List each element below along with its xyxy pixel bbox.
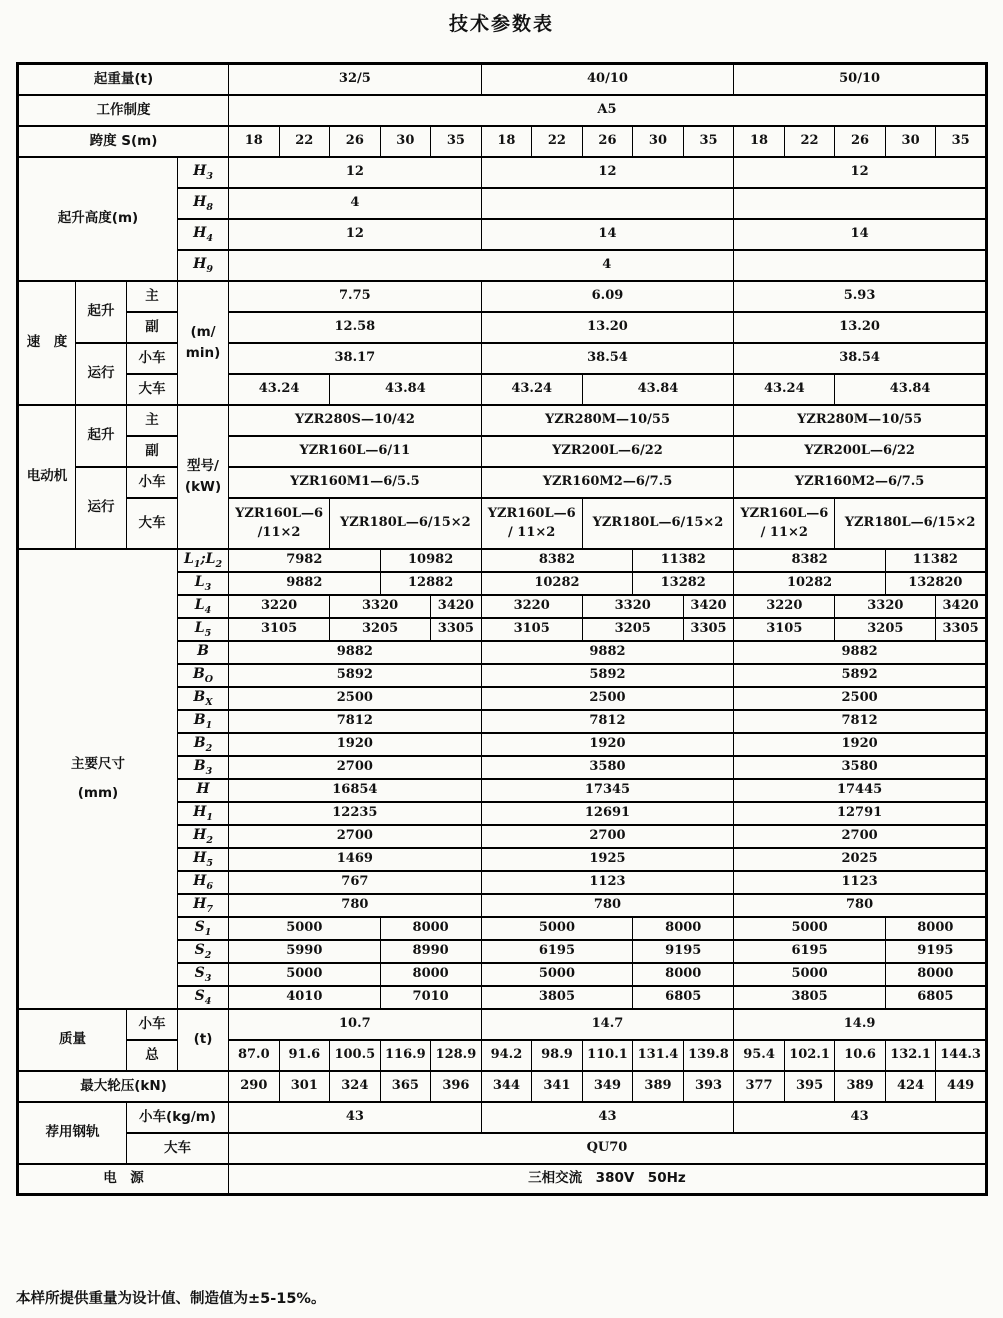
wheel-pressure-value: 324 [330,1071,381,1102]
table-row [18,1102,987,1133]
total-mass-value: 91.6 [279,1040,330,1071]
crane-motor-line: / 11×2 [508,525,556,540]
mass-unit: (t) [178,1009,229,1071]
wheel-pressure-value: 424 [885,1071,936,1102]
aux-hoist-motor-value: YZR200L—6/22 [734,436,987,467]
trolley-label: 小车 [127,467,178,498]
dimension-value: 10282 [734,572,886,595]
dimension-value: 9195 [633,940,734,963]
spec-table [16,62,988,1196]
aux-hoist-motor-value: YZR200L—6/22 [481,436,734,467]
dimension-value: 11382 [633,549,734,572]
table-row [18,1133,987,1164]
crane-motor-line: YZR160L—6 [487,505,576,521]
lifting-height-value: 14 [481,219,734,250]
dimension-value: 7812 [229,710,482,733]
crane-motor-value: YZR180L—6/15×2 [330,498,482,549]
dimension-value: 6195 [481,940,633,963]
dimension-value: 5000 [481,963,633,986]
crane-label: 大车 [127,374,178,405]
dimension-value: 3105 [229,618,330,641]
dimension-value: 8000 [380,917,481,940]
dimension-value: 6805 [633,986,734,1009]
table-row [18,1071,987,1102]
dimension-value: 7982 [229,549,381,572]
dimension-symbol: H [178,779,229,802]
trolley-speed-value: 38.54 [481,343,734,374]
travel-label: 运行 [76,467,127,549]
dimension-value: 17445 [734,779,987,802]
dimension-value: 10982 [380,549,481,572]
lifting-height-value [734,188,987,219]
row-symbol: $H_4$ [178,219,229,250]
total-mass-value: 94.2 [481,1040,532,1071]
dimension-symbol: $L_1;L_2$ [178,549,229,572]
wheel-pressure-value: 301 [279,1071,330,1102]
crane-speed-value: 43.24 [481,374,582,405]
dimension-value: 1925 [481,848,734,871]
dimension-value: 9882 [229,641,482,664]
dimension-value: 3220 [229,595,330,618]
span-value: 30 [380,126,431,157]
wheel-pressure-value: 389 [633,1071,684,1102]
wheel-pressure-value: 341 [532,1071,583,1102]
dimension-symbol: $S_2$ [178,940,229,963]
dimension-symbol: $H_1$ [178,802,229,825]
trolley-mass-label: 小车 [127,1009,178,1040]
dimension-symbol: $B_2$ [178,733,229,756]
dimension-value: 1920 [229,733,482,756]
wheel-pressure-value: 290 [229,1071,280,1102]
dimension-value: 3105 [481,618,582,641]
table-row [18,405,987,436]
table-row [18,281,987,312]
trolley-rail-value: 43 [481,1102,734,1133]
table-row [18,1009,987,1040]
dimension-value: 5000 [734,963,886,986]
table-row [18,1040,987,1071]
dimension-symbol: B [178,641,229,664]
table-row [18,498,987,549]
rail-label: 荐用钢轨 [18,1102,127,1164]
page-title: 技术参数表 [448,13,554,35]
dimension-value: 3420 [683,595,734,618]
dimension-value: 2700 [734,825,987,848]
dimension-value: 8000 [633,963,734,986]
dimension-value: 9195 [885,940,986,963]
dimension-value: 3420 [431,595,482,618]
trolley-motor-value: YZR160M2—6/7.5 [481,467,734,498]
table-row [18,1164,987,1195]
total-mass-value: 10.6 [835,1040,886,1071]
dimension-value: 8000 [885,963,986,986]
capacity-value: 32/5 [229,64,482,95]
crane-motor-value [734,498,835,549]
wheel-pressure-value: 365 [380,1071,431,1102]
dimensions-label-line: 主要尺寸 [71,755,125,772]
motor-section-label: 电动机 [18,405,76,549]
dimension-value: 3580 [481,756,734,779]
trolley-rail-value: 43 [229,1102,482,1133]
main-hoist-speed-value: 5.93 [734,281,987,312]
crane-motor-value [229,498,330,549]
main-hoist-speed-value: 6.09 [481,281,734,312]
span-value: 30 [885,126,936,157]
total-mass-value: 87.0 [229,1040,280,1071]
dimension-symbol: $H_6$ [178,871,229,894]
table-row [18,95,987,126]
dimension-value: 9882 [734,641,987,664]
dimension-value: 2700 [229,756,482,779]
trolley-rail-value: 43 [734,1102,987,1133]
trolley-rail-label: 小车(kg/m) [127,1102,229,1133]
span-value: 18 [734,126,785,157]
dimension-value: 5000 [481,917,633,940]
span-value: 22 [532,126,583,157]
dimension-symbol: $L_5$ [178,618,229,641]
dimension-value: 5892 [734,664,987,687]
trolley-label: 小车 [127,343,178,374]
hoist-label: 起升 [76,281,127,343]
span-value: 35 [683,126,734,157]
table-row [18,436,987,467]
trolley-mass-value: 10.7 [229,1009,482,1040]
dimension-value: 8000 [380,963,481,986]
wheel-pressure-value: 396 [431,1071,482,1102]
dimension-symbol: $S_1$ [178,917,229,940]
wheel-pressure-value: 393 [683,1071,734,1102]
dimension-value: 7812 [734,710,987,733]
dimension-value: 13282 [633,572,734,595]
wheel-pressure-value: 449 [936,1071,987,1102]
dimension-value: 7010 [380,986,481,1009]
span-value: 22 [784,126,835,157]
dimension-value: 9882 [229,572,381,595]
dimension-value: 1920 [481,733,734,756]
dimension-value: 2700 [481,825,734,848]
dimension-value: 8990 [380,940,481,963]
crane-motor-line: YZR160L—6 [235,505,324,521]
dimensions-label-line: (mm) [77,784,119,801]
motor-unit-line: (kW) [184,478,222,495]
trolley-mass-value: 14.9 [734,1009,987,1040]
total-mass-value: 131.4 [633,1040,684,1071]
dimension-value: 2500 [481,687,734,710]
dimension-value: 2500 [229,687,482,710]
crane-speed-value: 43.84 [330,374,482,405]
total-mass-value: 139.8 [683,1040,734,1071]
crane-speed-value: 43.24 [734,374,835,405]
dimension-value: 132820 [885,572,986,595]
dimension-value: 8382 [481,549,633,572]
dimension-value: 5000 [734,917,886,940]
main-hoist-motor-value: YZR280S—10/42 [229,405,482,436]
dimension-symbol: $S_3$ [178,963,229,986]
dimension-value: 3305 [683,618,734,641]
main-hoist-label: 主 [127,281,178,312]
crane-speed-value: 43.84 [582,374,734,405]
dimension-value: 3205 [835,618,936,641]
crane-label: 大车 [127,498,178,549]
dimension-value: 2700 [229,825,482,848]
total-mass-value: 95.4 [734,1040,785,1071]
dimension-value: 1469 [229,848,482,871]
dimension-value: 5000 [229,917,381,940]
dimension-value: 3205 [330,618,431,641]
aux-hoist-speed-value: 13.20 [734,312,987,343]
dimension-value: 1920 [734,733,987,756]
aux-hoist-motor-value: YZR160L—6/11 [229,436,482,467]
wheel-pressure-value: 395 [784,1071,835,1102]
dimension-value: 1123 [481,871,734,894]
dimension-value: 16854 [229,779,482,802]
span-value: 35 [431,126,482,157]
main-hoist-motor-value: YZR280M—10/55 [481,405,734,436]
dimension-value: 1123 [734,871,987,894]
aux-hoist-label: 副 [127,436,178,467]
crane-motor-line: /11×2 [257,525,301,540]
wheel-pressure-value: 377 [734,1071,785,1102]
dimension-value: 780 [229,894,482,917]
dimension-value: 3805 [481,986,633,1009]
crane-rail-label: 大车 [127,1133,229,1164]
dimension-value: 3105 [734,618,835,641]
dimension-symbol: $S_4$ [178,986,229,1009]
trolley-mass-value: 14.7 [481,1009,734,1040]
dimension-value: 17345 [481,779,734,802]
total-mass-value: 98.9 [532,1040,583,1071]
dimension-value: 8000 [885,917,986,940]
span-value: 26 [330,126,381,157]
lifting-height-value: 12 [481,157,734,188]
dimension-value: 780 [481,894,734,917]
table-row [18,64,987,95]
dimension-value: 2500 [734,687,987,710]
dimension-value: 12235 [229,802,482,825]
total-mass-value: 116.9 [380,1040,431,1071]
table-row [18,126,987,157]
lifting-height-value [481,188,734,219]
dimension-value: 3320 [330,595,431,618]
table-row [18,312,987,343]
total-mass-value: 128.9 [431,1040,482,1071]
table-row [18,343,987,374]
row-symbol: $H_9$ [178,250,229,281]
dimension-symbol: $H_5$ [178,848,229,871]
dimension-value: 12791 [734,802,987,825]
dimension-value: 780 [734,894,987,917]
trolley-motor-value: YZR160M1—6/5.5 [229,467,482,498]
aux-hoist-label: 副 [127,312,178,343]
wheel-pressure-value: 389 [835,1071,886,1102]
lifting-height-value: 12 [734,157,987,188]
dimension-value: 3220 [481,595,582,618]
dimension-value: 5990 [229,940,381,963]
crane-motor-line: / 11×2 [760,525,808,540]
duty-class-label: 工作制度 [18,95,229,126]
power-value: 三相交流 380V 50Hz [229,1164,987,1195]
dimension-value: 5000 [229,963,381,986]
lifting-height-label: 起升高度(m) [18,157,178,281]
lifting-height-value: 4 [229,188,482,219]
dimension-value: 2025 [734,848,987,871]
dimension-symbol: $L_3$ [178,572,229,595]
duty-class-value: A5 [229,95,987,126]
lifting-height-value: 12 [229,219,482,250]
crane-speed-value: 43.24 [229,374,330,405]
hoist-label: 起升 [76,405,127,467]
row-symbol: $H_3$ [178,157,229,188]
span-value: 26 [582,126,633,157]
capacity-label: 起重量(t) [18,64,229,95]
power-label: 电 源 [18,1164,229,1195]
capacity-value: 40/10 [481,64,734,95]
lifting-height-value: 12 [229,157,482,188]
dimension-value: 8382 [734,549,886,572]
total-mass-value: 132.1 [885,1040,936,1071]
dimension-value: 3220 [734,595,835,618]
table-row [18,549,987,572]
dimension-value: 7812 [481,710,734,733]
dimension-symbol: $H_7$ [178,894,229,917]
span-value: 26 [835,126,886,157]
span-value: 35 [936,126,987,157]
dimension-symbol: $B_3$ [178,756,229,779]
dimension-value: 3805 [734,986,886,1009]
table-row [18,374,987,405]
wheel-pressure-label: 最大轮压(kN) [18,1071,229,1102]
dimension-value: 3320 [835,595,936,618]
table-row [18,467,987,498]
table-row [18,157,987,188]
travel-label: 运行 [76,343,127,405]
footnote: 本样所提供重量为设计值、制造值为±5-15%。 [16,1291,326,1307]
span-value: 18 [481,126,532,157]
dimension-value: 9882 [481,641,734,664]
row-symbol: $H_8$ [178,188,229,219]
wheel-pressure-value: 344 [481,1071,532,1102]
trolley-speed-value: 38.17 [229,343,482,374]
span-value: 30 [633,126,684,157]
lifting-height-value: 14 [734,219,987,250]
dimension-value: 3320 [582,595,683,618]
dimension-symbol: $H_2$ [178,825,229,848]
trolley-speed-value: 38.54 [734,343,987,374]
crane-rail-value: QU70 [229,1133,987,1164]
dimension-value: 10282 [481,572,633,595]
aux-hoist-speed-value: 13.20 [481,312,734,343]
dimension-value: 3305 [431,618,482,641]
span-value: 18 [229,126,280,157]
speed-section-label: 速 度 [18,281,76,405]
dimension-value: 3305 [936,618,987,641]
dimension-value: 5892 [481,664,734,687]
wheel-pressure-value: 349 [582,1071,633,1102]
speed-unit-line: min) [185,344,221,361]
lifting-height-value [229,250,734,281]
total-mass-value: 110.1 [582,1040,633,1071]
main-hoist-label: 主 [127,405,178,436]
trolley-motor-value: YZR160M2—6/7.5 [734,467,987,498]
crane-motor-value [481,498,582,549]
dimensions-label [18,549,178,1009]
speed-unit [178,281,229,405]
motor-unit-line: 型号/ [187,458,219,475]
dimension-value: 5892 [229,664,482,687]
total-mass-label: 总 [127,1040,178,1071]
dimension-value: 3420 [936,595,987,618]
lifting-height-value [734,250,987,281]
dimension-value: 8000 [633,917,734,940]
dimension-value: 3580 [734,756,987,779]
dimension-symbol: $B_O$ [178,664,229,687]
crane-speed-value: 43.84 [835,374,987,405]
total-mass-value: 144.3 [936,1040,987,1071]
aux-hoist-speed-value: 12.58 [229,312,482,343]
dimension-value: 4010 [229,986,381,1009]
mass-label: 质量 [18,1009,127,1071]
dimension-value: 11382 [885,549,986,572]
lifting-height-value-text: 4 [602,256,612,272]
capacity-value: 50/10 [734,64,987,95]
dimension-symbol: $L_4$ [178,595,229,618]
span-value: 22 [279,126,330,157]
total-mass-value: 102.1 [784,1040,835,1071]
dimension-value: 12691 [481,802,734,825]
dimension-value: 6195 [734,940,886,963]
span-label: 跨度 S(m) [18,126,229,157]
dimension-value: 3205 [582,618,683,641]
main-hoist-speed-value: 7.75 [229,281,482,312]
crane-motor-line: YZR160L—6 [740,505,829,521]
total-mass-value: 100.5 [330,1040,381,1071]
dimension-symbol: $B_X$ [178,687,229,710]
main-hoist-motor-value: YZR280M—10/55 [734,405,987,436]
speed-unit-line: (m/ [190,324,216,341]
dimension-value: 6805 [885,986,986,1009]
motor-model-unit [178,405,229,549]
crane-motor-value: YZR180L—6/15×2 [835,498,987,549]
dimension-value: 12882 [380,572,481,595]
dimension-value: 767 [229,871,482,894]
crane-motor-value: YZR180L—6/15×2 [582,498,734,549]
dimension-symbol: $B_1$ [178,710,229,733]
